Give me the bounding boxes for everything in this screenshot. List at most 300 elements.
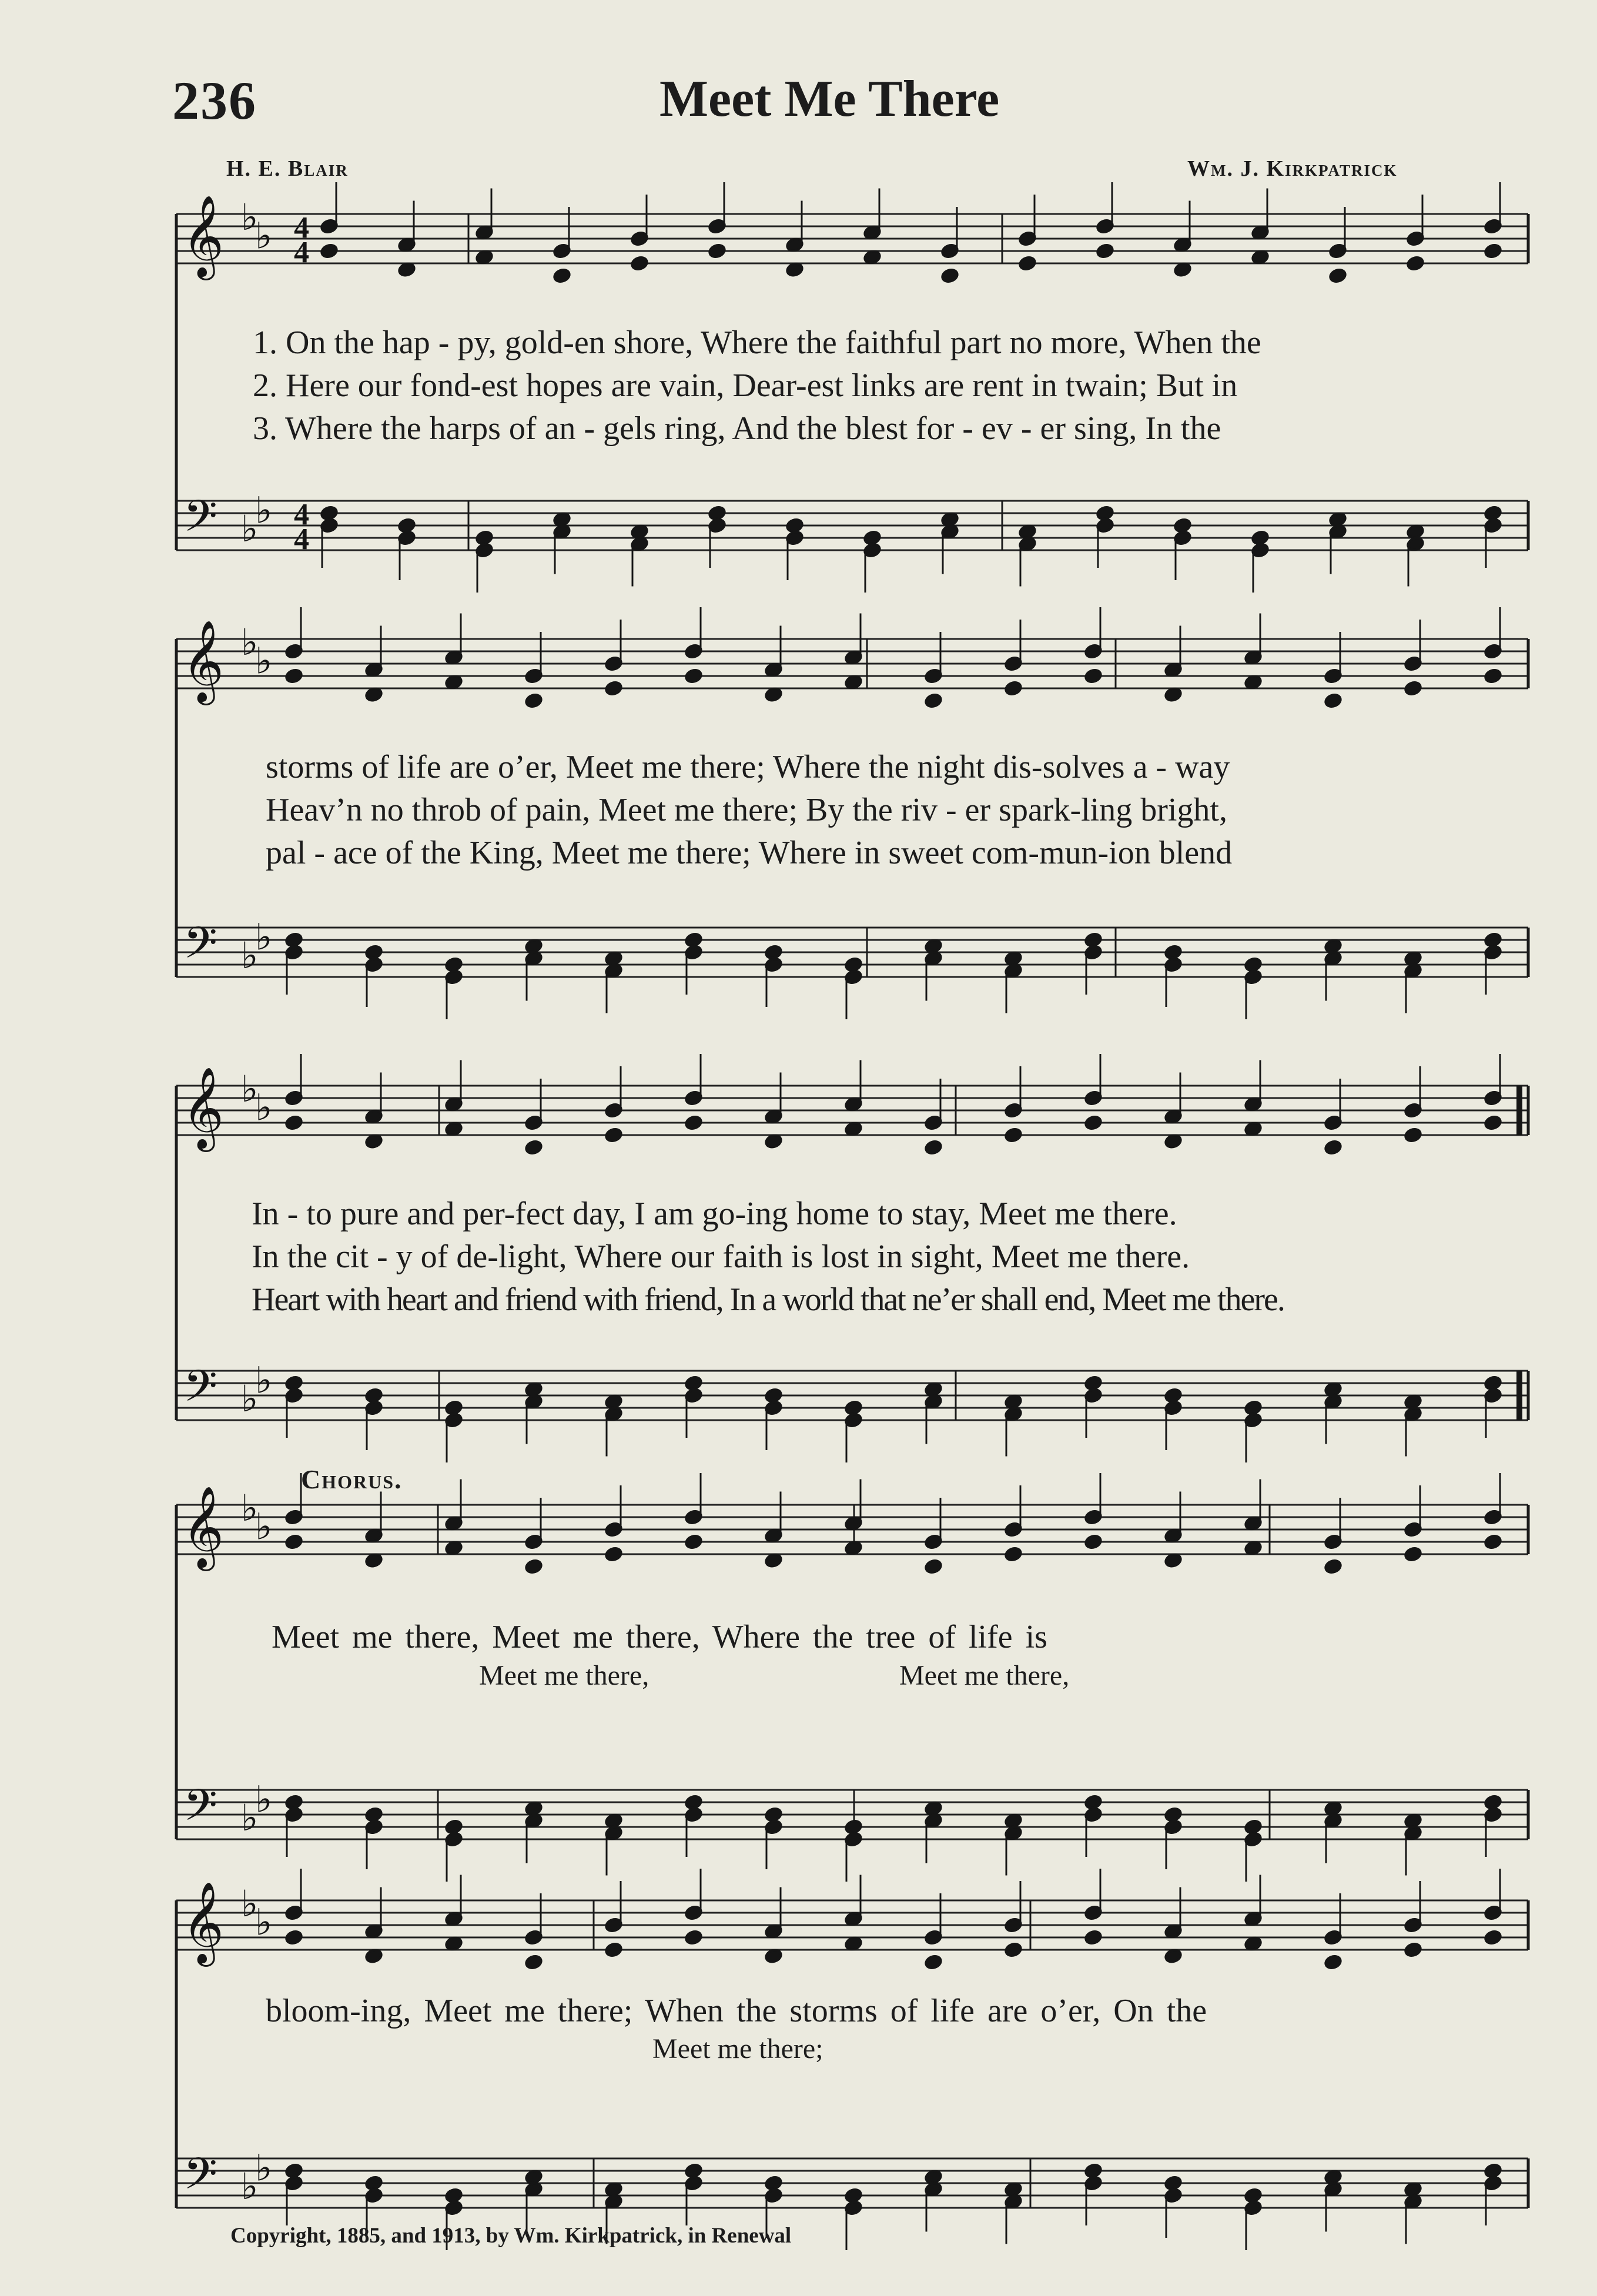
note-head xyxy=(525,1954,543,1970)
note-head xyxy=(525,1534,543,1550)
flat-sign-icon: ♭ xyxy=(241,1070,259,1110)
note-head xyxy=(445,1832,463,1847)
chorus-echo-2: Meet me there, xyxy=(899,1660,1070,1691)
note-head xyxy=(1404,656,1422,672)
note-head xyxy=(631,256,649,272)
time-signature-bottom: 4 xyxy=(294,236,309,269)
note-head xyxy=(1005,1813,1023,1829)
note-head xyxy=(1404,1942,1422,1958)
flat-sign-icon: ♭ xyxy=(241,936,259,976)
note-head xyxy=(845,1096,863,1112)
note-head xyxy=(285,1375,303,1391)
note-head xyxy=(1244,2200,1263,2216)
note-head xyxy=(1407,256,1425,272)
note-head xyxy=(1084,1375,1103,1391)
note-head xyxy=(765,1819,783,1835)
page-number: 236 xyxy=(172,71,257,130)
note-head xyxy=(1084,2163,1103,2179)
note-head xyxy=(845,1413,863,1428)
note-head xyxy=(1164,2188,1183,2204)
note-head xyxy=(845,969,863,985)
verse-3-line-2: pal - ace of the King, Meet me there; Where in sweet com-mun-ion blend xyxy=(266,835,1233,871)
note-head xyxy=(445,1540,463,1556)
lyricist-credit: H. E. Blair xyxy=(226,156,349,181)
note-head xyxy=(631,524,649,540)
note-head xyxy=(605,963,623,979)
note-head xyxy=(786,262,804,277)
note-head xyxy=(525,668,543,684)
note-head xyxy=(685,1534,703,1550)
flat-sign-icon: ♭ xyxy=(241,1380,259,1420)
note-head xyxy=(445,1400,463,1416)
note-head xyxy=(685,2175,703,2191)
note-head xyxy=(1407,231,1425,247)
note-head xyxy=(445,1515,463,1531)
note-head xyxy=(1324,693,1342,709)
note-head xyxy=(285,668,303,684)
note-head xyxy=(1484,1807,1502,1823)
note-head xyxy=(1324,950,1342,966)
note-head xyxy=(845,674,863,690)
note-head xyxy=(631,231,649,247)
note-head xyxy=(925,1800,943,1816)
note-head xyxy=(365,1109,383,1124)
note-head xyxy=(1484,2175,1502,2191)
note-head xyxy=(285,1807,303,1823)
flat-sign-icon: ♭ xyxy=(241,510,259,550)
note-head xyxy=(685,932,703,948)
chorus-label: Chorus. xyxy=(301,1464,403,1494)
note-head xyxy=(1484,1090,1502,1106)
note-head xyxy=(285,2175,303,2191)
note-head xyxy=(1084,1090,1103,1106)
note-head xyxy=(685,1905,703,1921)
note-head xyxy=(941,511,959,527)
note-head xyxy=(765,1923,783,1939)
note-head xyxy=(1084,1930,1103,1946)
verse-3-line-3: Heart with heart and friend with friend, In a world that ne’er shall end, Meet me there. xyxy=(252,1281,1284,1318)
note-head xyxy=(605,1942,623,1958)
note-head xyxy=(1407,536,1425,552)
note-head xyxy=(925,1381,943,1397)
note-head xyxy=(1084,1388,1103,1404)
note-head xyxy=(1005,1406,1023,1422)
note-head xyxy=(941,268,959,284)
note-head xyxy=(285,1115,303,1131)
note-head xyxy=(605,1813,623,1829)
note-head xyxy=(1484,932,1502,948)
note-head xyxy=(1084,932,1103,948)
note-head xyxy=(1329,524,1347,540)
note-head xyxy=(925,1954,943,1970)
treble-clef-icon: 𝄞 xyxy=(182,1488,224,1566)
note-head xyxy=(925,1140,943,1156)
note-head xyxy=(765,1109,783,1124)
note-head xyxy=(1084,945,1103,960)
note-head xyxy=(1404,1813,1422,1829)
note-head xyxy=(1164,1923,1183,1939)
note-head xyxy=(365,1133,383,1149)
bass-clef-icon: 𝄢 xyxy=(183,2151,217,2209)
flat-sign-icon: ♭ xyxy=(241,1799,259,1839)
note-head xyxy=(1164,1109,1183,1124)
note-head xyxy=(1084,668,1103,684)
verse-1-line-3: In - to pure and per-fect day, I am go-ing home to stay, Meet me there. xyxy=(252,1196,1177,1232)
note-head xyxy=(1244,650,1263,665)
note-head xyxy=(845,2188,863,2204)
note-head xyxy=(365,1528,383,1544)
note-head xyxy=(1324,1559,1342,1575)
note-head xyxy=(605,1103,623,1119)
note-head xyxy=(525,938,543,954)
note-head xyxy=(941,243,959,259)
note-head xyxy=(1484,506,1502,521)
note-head xyxy=(445,1819,463,1835)
note-head xyxy=(765,2175,783,2191)
chorus-echo-3: Meet me there; xyxy=(652,2033,823,2064)
note-head xyxy=(1244,957,1263,973)
note-head xyxy=(525,693,543,709)
note-head xyxy=(320,243,339,259)
note-head xyxy=(1005,2194,1023,2210)
note-head xyxy=(1484,219,1502,235)
note-head xyxy=(685,1807,703,1823)
note-head xyxy=(1484,1510,1502,1525)
note-head xyxy=(1164,1133,1183,1149)
note-head xyxy=(1005,1917,1023,1933)
note-head xyxy=(1404,963,1422,979)
note-head xyxy=(365,1552,383,1568)
note-head xyxy=(1164,945,1183,960)
note-head xyxy=(1324,1954,1342,1970)
note-head xyxy=(476,249,494,265)
note-head xyxy=(1244,1911,1263,1927)
note-head xyxy=(365,1807,383,1823)
note-head xyxy=(845,1121,863,1137)
note-head xyxy=(1404,950,1422,966)
time-signature-bottom: 4 xyxy=(294,523,309,556)
note-head xyxy=(365,1819,383,1835)
note-head xyxy=(1251,543,1270,558)
note-head xyxy=(445,1936,463,1952)
note-head xyxy=(1164,1528,1183,1544)
note-head xyxy=(1404,1406,1422,1422)
note-head xyxy=(1174,262,1192,277)
note-head xyxy=(285,644,303,660)
note-head xyxy=(1324,1381,1342,1397)
note-head xyxy=(1404,1547,1422,1562)
note-head xyxy=(925,668,943,684)
note-head xyxy=(365,2175,383,2191)
note-head xyxy=(845,1400,863,1416)
note-head xyxy=(1005,1394,1023,1410)
note-head xyxy=(1164,1388,1183,1404)
note-head xyxy=(525,1559,543,1575)
note-head xyxy=(1164,1552,1183,1568)
flat-sign-icon: ♭ xyxy=(255,918,273,958)
verse-1-line-2: storms of life are o’er, Meet me there; Where the night dis-solves a - way xyxy=(266,749,1230,785)
note-head xyxy=(765,945,783,960)
note-head xyxy=(1005,963,1023,979)
note-head xyxy=(845,1832,863,1847)
note-head xyxy=(445,2200,463,2216)
flat-sign-icon: ♭ xyxy=(255,2148,273,2189)
note-head xyxy=(365,957,383,973)
note-head xyxy=(708,219,726,235)
treble-clef-icon: 𝄞 xyxy=(182,1883,224,1962)
hymn-title: Meet Me There xyxy=(659,71,1000,128)
note-head xyxy=(605,2194,623,2210)
note-head xyxy=(605,1406,623,1422)
note-head xyxy=(553,511,571,527)
note-head xyxy=(1005,1942,1023,1958)
note-head xyxy=(1324,668,1342,684)
note-head xyxy=(1244,2188,1263,2204)
note-head xyxy=(445,1911,463,1927)
note-head xyxy=(1244,969,1263,985)
note-head xyxy=(941,524,959,540)
note-head xyxy=(685,1930,703,1946)
note-head xyxy=(863,543,882,558)
note-head xyxy=(845,1515,863,1531)
note-head xyxy=(1005,1522,1023,1538)
note-head xyxy=(1244,1121,1263,1137)
note-head xyxy=(765,687,783,702)
note-head xyxy=(1084,1807,1103,1823)
note-head xyxy=(1404,1394,1422,1410)
note-head xyxy=(285,1930,303,1946)
verse-2-line-3: In the cit - y of de-light, Where our faith is lost in sight, Meet me there. xyxy=(252,1239,1190,1275)
note-head xyxy=(605,2181,623,2197)
note-head xyxy=(685,668,703,684)
note-head xyxy=(685,1375,703,1391)
flat-sign-icon: ♭ xyxy=(255,1088,273,1129)
note-head xyxy=(925,693,943,709)
note-head xyxy=(285,932,303,948)
note-head xyxy=(1096,518,1114,534)
note-head xyxy=(845,957,863,973)
time-signature-top: 4 xyxy=(294,211,309,245)
note-head xyxy=(365,1400,383,1416)
note-head xyxy=(605,1825,623,1841)
note-head xyxy=(525,1381,543,1397)
note-head xyxy=(285,1905,303,1921)
note-head xyxy=(1244,1819,1263,1835)
note-head xyxy=(708,243,726,259)
note-head xyxy=(925,1394,943,1410)
note-head xyxy=(1324,1813,1342,1829)
flat-sign-icon: ♭ xyxy=(255,1361,273,1401)
note-head xyxy=(1084,1115,1103,1131)
note-head xyxy=(1324,1930,1342,1946)
note-head xyxy=(1005,1547,1023,1562)
note-head xyxy=(1404,2181,1422,2197)
note-head xyxy=(1404,1825,1422,1841)
note-head xyxy=(1484,1930,1502,1946)
bass-clef-icon: 𝄢 xyxy=(183,920,217,978)
note-head xyxy=(631,536,649,552)
note-head xyxy=(285,2163,303,2179)
note-head xyxy=(398,262,416,277)
note-head xyxy=(285,1090,303,1106)
note-head xyxy=(398,530,416,546)
note-head xyxy=(925,1534,943,1550)
flat-sign-icon: ♭ xyxy=(241,198,259,238)
note-head xyxy=(1404,1103,1422,1119)
note-head xyxy=(398,518,416,534)
note-head xyxy=(365,1923,383,1939)
note-head xyxy=(525,1930,543,1946)
note-head xyxy=(1164,662,1183,678)
note-head xyxy=(445,1096,463,1112)
note-head xyxy=(605,1547,623,1562)
note-head xyxy=(765,1552,783,1568)
note-head xyxy=(1164,1400,1183,1416)
note-head xyxy=(1164,957,1183,973)
note-head xyxy=(1484,1375,1502,1391)
composer-credit: Wm. J. Kirkpatrick xyxy=(1187,156,1398,181)
note-head xyxy=(525,950,543,966)
note-head xyxy=(445,674,463,690)
note-head xyxy=(685,1795,703,1810)
note-head xyxy=(553,243,571,259)
note-head xyxy=(1096,219,1114,235)
note-head xyxy=(365,662,383,678)
verse-2-line-2: Heav’n no throb of pain, Meet me there; By the riv - er spark-ling bright, xyxy=(266,792,1227,828)
note-head xyxy=(1084,1534,1103,1550)
note-head xyxy=(365,945,383,960)
note-head xyxy=(1005,2181,1023,2197)
chorus-line-1: Meet me there, Meet me there, Where the tree of life is xyxy=(272,1619,1047,1655)
note-head xyxy=(285,1388,303,1404)
note-head xyxy=(863,530,882,546)
note-head xyxy=(605,1917,623,1933)
flat-sign-icon: ♭ xyxy=(255,491,273,531)
note-head xyxy=(925,1930,943,1946)
note-head xyxy=(1244,1936,1263,1952)
note-head xyxy=(525,1800,543,1816)
note-head xyxy=(553,268,571,284)
note-head xyxy=(925,938,943,954)
note-head xyxy=(525,1813,543,1829)
note-head xyxy=(365,1388,383,1404)
note-head xyxy=(1019,256,1037,272)
note-head xyxy=(1096,506,1114,521)
note-head xyxy=(1404,1127,1422,1143)
note-head xyxy=(685,644,703,660)
note-head xyxy=(553,524,571,540)
note-head xyxy=(786,237,804,253)
note-head xyxy=(1005,1103,1023,1119)
note-head xyxy=(525,2169,543,2185)
note-head xyxy=(1484,1795,1502,1810)
note-head xyxy=(285,945,303,960)
note-head xyxy=(925,1115,943,1131)
note-head xyxy=(1484,1534,1502,1550)
note-head xyxy=(605,950,623,966)
note-head xyxy=(1324,1800,1342,1816)
note-head xyxy=(525,1394,543,1410)
note-head xyxy=(1005,1825,1023,1841)
note-head xyxy=(925,2181,943,2197)
note-head xyxy=(320,506,339,521)
note-head xyxy=(685,1115,703,1131)
note-head xyxy=(320,219,339,235)
note-head xyxy=(1404,681,1422,697)
note-head xyxy=(365,2188,383,2204)
note-head xyxy=(1164,1807,1183,1823)
flat-sign-icon: ♭ xyxy=(255,1780,273,1820)
note-head xyxy=(445,650,463,665)
note-head xyxy=(1174,518,1192,534)
note-head xyxy=(285,1534,303,1550)
note-head xyxy=(525,2181,543,2197)
note-head xyxy=(1324,1115,1342,1131)
note-head xyxy=(1084,644,1103,660)
note-head xyxy=(1251,225,1270,240)
bass-clef-icon: 𝄢 xyxy=(183,1363,217,1421)
flat-sign-icon: ♭ xyxy=(255,1507,273,1548)
note-head xyxy=(925,950,943,966)
note-head xyxy=(476,543,494,558)
note-head xyxy=(1005,656,1023,672)
note-head xyxy=(925,2169,943,2185)
flat-sign-icon: ♭ xyxy=(255,641,273,682)
note-head xyxy=(525,1115,543,1131)
note-head xyxy=(1484,1388,1502,1404)
note-head xyxy=(1005,681,1023,697)
flat-sign-icon: ♭ xyxy=(241,623,259,663)
note-head xyxy=(1244,1413,1263,1428)
note-head xyxy=(765,1807,783,1823)
note-head xyxy=(765,1400,783,1416)
note-head xyxy=(1244,1832,1263,1847)
note-head xyxy=(1084,1510,1103,1525)
note-head xyxy=(845,650,863,665)
note-head xyxy=(1484,2163,1502,2179)
note-head xyxy=(398,237,416,253)
note-head xyxy=(845,1819,863,1835)
note-head xyxy=(925,1813,943,1829)
note-head xyxy=(1244,674,1263,690)
bass-clef-icon: 𝄢 xyxy=(183,493,217,551)
note-head xyxy=(1484,518,1502,534)
note-head xyxy=(1164,1819,1183,1835)
note-head xyxy=(863,249,882,265)
note-head xyxy=(1324,1394,1342,1410)
note-head xyxy=(1324,938,1342,954)
note-head xyxy=(605,1394,623,1410)
note-head xyxy=(1484,668,1502,684)
note-head xyxy=(1244,1515,1263,1531)
note-head xyxy=(1324,1534,1342,1550)
flat-sign-icon: ♭ xyxy=(255,216,273,257)
note-head xyxy=(765,1133,783,1149)
note-head xyxy=(1005,950,1023,966)
note-head xyxy=(765,1388,783,1404)
note-head xyxy=(1084,2175,1103,2191)
note-head xyxy=(1251,530,1270,546)
note-head xyxy=(1084,1795,1103,1810)
note-head xyxy=(1244,1400,1263,1416)
copyright-notice: Copyright, 1885, and 1913, by Wm. Kirkpatrick, in Renewal xyxy=(230,2224,792,2248)
note-head xyxy=(1404,2194,1422,2210)
note-head xyxy=(685,1388,703,1404)
flat-sign-icon: ♭ xyxy=(255,1903,273,1943)
note-head xyxy=(1484,1115,1502,1131)
note-head xyxy=(605,1127,623,1143)
note-head xyxy=(786,530,804,546)
